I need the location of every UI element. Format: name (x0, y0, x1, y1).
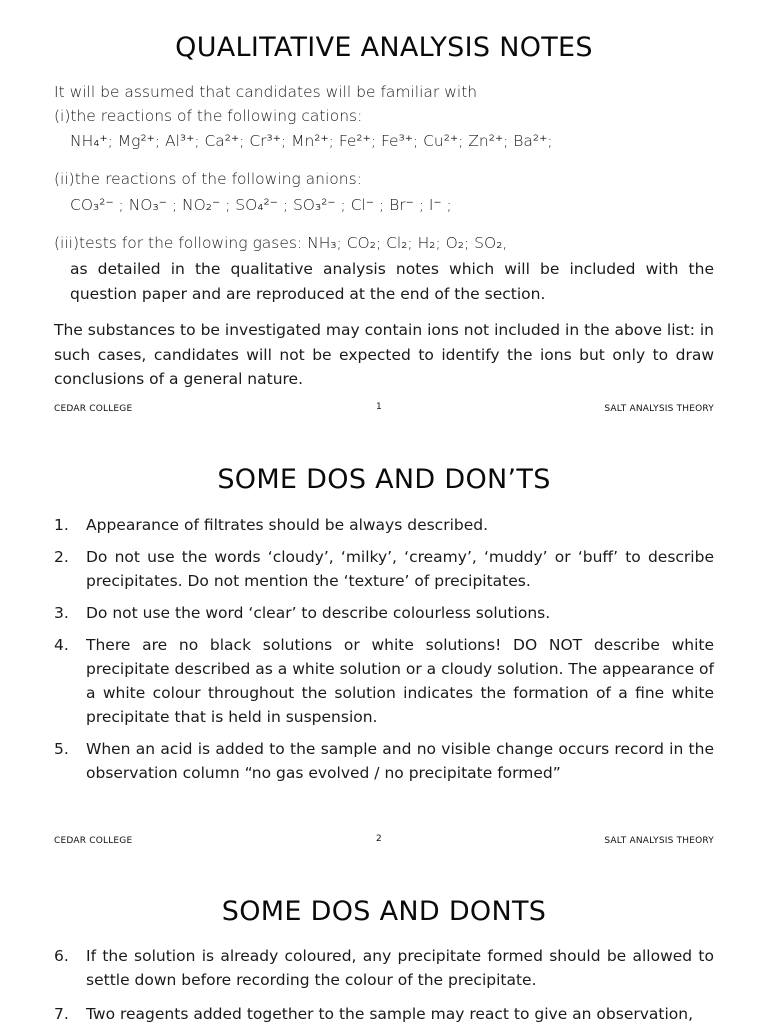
anions-list: CO₃²⁻ ; NO₃⁻ ; NO₂⁻ ; SO₄²⁻ ; SO₃²⁻ ; Cl⁻ ; Br⁻ ; I⁻ ; (70, 196, 452, 214)
list-item (54, 545, 714, 593)
item-number: 1. (54, 516, 69, 534)
page-title: QUALITATIVE ANALYSIS NOTES (175, 32, 593, 63)
page-title: SOME DOS AND DONTS (221, 896, 547, 927)
anions-heading: (ii)the reactions of the following anions: (54, 170, 362, 188)
dos-donts-list (54, 944, 714, 1026)
item-text: Two reagents added together to the sample may react to give an observation, (86, 1005, 694, 1023)
dos-donts-list (54, 513, 714, 785)
item-text: Do not use the word ‘clear’ to describe colourless solutions. (86, 604, 551, 622)
list-item (54, 1002, 714, 1026)
list-item (54, 944, 714, 992)
item-text: If the solution is already coloured, any precipitate formed should be allowed to settle down before recording the colour of the precipitate. (86, 947, 714, 989)
item-text: Appearance of filtrates should be always described. (86, 516, 489, 534)
page-2 (0, 432, 768, 864)
item-number: 6. (54, 947, 69, 965)
intro-text: It will be assumed that candidates will be familiar with (54, 83, 478, 101)
cations-list: NH₄⁺; Mg²⁺; Al³⁺; Ca²⁺; Cr³⁺; Mn²⁺; Fe²⁺; Fe³⁺; Cu²⁺; Zn²⁺; Ba²⁺; (70, 132, 553, 150)
item-number: 7. (54, 1005, 69, 1023)
item-number: 5. (54, 740, 69, 758)
footer-college: CEDAR COLLEGE (54, 836, 133, 846)
list-item (54, 633, 714, 729)
item-number: 4. (54, 636, 69, 654)
page-1 (0, 0, 768, 432)
item-text: There are no black solutions or white solutions! DO NOT describe white precipitate described as a white solution or a cloudy solution. The appearance of a white colour throughout the solution indicates the formation of a fine white precipitate that is held in suspension. (86, 636, 714, 726)
list-item (54, 601, 714, 625)
gases-detail: as detailed in the qualitative analysis notes which will be included with the question paper and are reproduced at the end of the section. (70, 260, 714, 303)
list-item (54, 513, 714, 537)
footer-page-number: 1 (376, 402, 382, 412)
closing-paragraph: The substances to be investigated may contain ions not included in the above list: in such cases, candidates will not be expected to identify the ions but only to draw conclusions of a general nature. (54, 321, 714, 388)
item-number: 3. (54, 604, 69, 622)
gases-line: (iii)tests for the following gases: NH₃; CO₂; Cl₂; H₂; O₂; SO₂, (54, 234, 508, 252)
item-text: Do not use the words ‘cloudy’, ‘milky’, ‘creamy’, ‘muddy’ or ‘buff’ to describe precipitates. Do not mention the ‘texture’ of precipitates. (86, 548, 714, 590)
page-title: SOME DOS AND DON’TS (217, 464, 551, 495)
footer-subject: SALT ANALYSIS THEORY (604, 836, 714, 846)
list-item (54, 737, 714, 785)
footer-college: CEDAR COLLEGE (54, 404, 133, 414)
item-text: When an acid is added to the sample and no visible change occurs record in the observation column “no gas evolved / no precipitate formed” (86, 740, 714, 782)
page-3 (0, 864, 768, 1024)
cations-heading: (i)the reactions of the following cations: (54, 107, 363, 125)
item-number: 2. (54, 548, 69, 566)
footer-subject: SALT ANALYSIS THEORY (604, 404, 714, 414)
footer-page-number: 2 (376, 834, 382, 844)
